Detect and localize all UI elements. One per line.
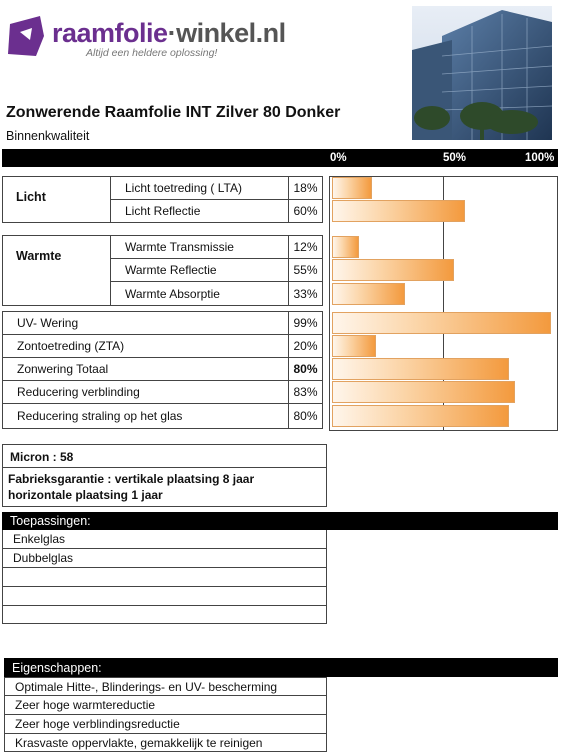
- application-row: Dubbelglas: [2, 549, 327, 568]
- property-row: Krasvaste oppervlakte, gemakkelijk te reinigen: [4, 734, 327, 752]
- bar: [332, 312, 551, 334]
- metric-value: 20%: [288, 334, 323, 358]
- scale-label-100: 100%: [525, 152, 555, 164]
- metric-label: Warmte Transmissie: [110, 235, 289, 259]
- bar: [332, 283, 405, 305]
- property-row: Zeer hoge verblindingsreductie: [4, 715, 327, 734]
- group-label-warmte: Warmte: [16, 249, 62, 263]
- bar: [332, 358, 509, 380]
- metric-value: 55%: [288, 258, 323, 282]
- metric-value: 60%: [288, 199, 323, 223]
- product-title: Zonwerende Raamfolie INT Zilver 80 Donker: [6, 104, 341, 121]
- properties-header: Eigenschappen:: [4, 658, 558, 677]
- scale-label-50: 50%: [443, 152, 467, 164]
- metric-value: 80%: [288, 357, 323, 381]
- metric-label: Reducering verblinding: [2, 380, 289, 404]
- logo-icon: [6, 14, 48, 60]
- metric-label: Reducering straling op het glas: [2, 403, 289, 429]
- metric-label: Licht Reflectie: [110, 199, 289, 223]
- metric-value: 18%: [288, 176, 323, 200]
- application-row: [2, 568, 327, 587]
- tagline: Altijd een heldere oplossing!: [86, 47, 218, 59]
- metric-label: Warmte Absorptie: [110, 281, 289, 306]
- bar: [332, 236, 359, 258]
- scale-header-bar: [2, 149, 558, 167]
- metric-value: 33%: [288, 281, 323, 306]
- logo[interactable]: raamfolie·winkel.nl: [52, 18, 286, 48]
- warranty-line-2: horizontale plaatsing 1 jaar: [8, 488, 163, 502]
- metric-value: 12%: [288, 235, 323, 259]
- bar: [332, 381, 515, 403]
- product-subtitle: Binnenkwaliteit: [6, 129, 90, 143]
- bar: [332, 200, 465, 222]
- application-row: [2, 606, 327, 624]
- group-label-licht: Licht: [16, 190, 46, 204]
- metric-label: Zontoetreding (ZTA): [2, 334, 289, 358]
- metric-value: 99%: [288, 311, 323, 335]
- property-row: Optimale Hitte-, Blinderings- en UV- bescherming: [4, 677, 327, 696]
- application-row: [2, 587, 327, 606]
- bar: [332, 177, 372, 199]
- bar: [332, 335, 376, 357]
- warranty-line-1: Fabrieksgarantie : vertikale plaatsing 8 jaar: [8, 472, 255, 486]
- metric-label: Warmte Reflectie: [110, 258, 289, 282]
- bar: [332, 259, 454, 281]
- scale-label-0: 0%: [330, 152, 347, 164]
- applications-header: Toepassingen:: [2, 512, 558, 530]
- metric-value: 83%: [288, 380, 323, 404]
- building-photo: [412, 6, 552, 140]
- metric-label: UV- Wering: [2, 311, 289, 335]
- metric-value: 80%: [288, 403, 323, 429]
- property-row: Zeer hoge warmtereductie: [4, 696, 327, 715]
- bar: [332, 405, 509, 427]
- metric-label: Licht toetreding ( LTA): [110, 176, 289, 200]
- metric-label: Zonwering Totaal: [2, 357, 289, 381]
- application-row: Enkelglas: [2, 530, 327, 549]
- micron-text: Micron : 58: [10, 450, 74, 464]
